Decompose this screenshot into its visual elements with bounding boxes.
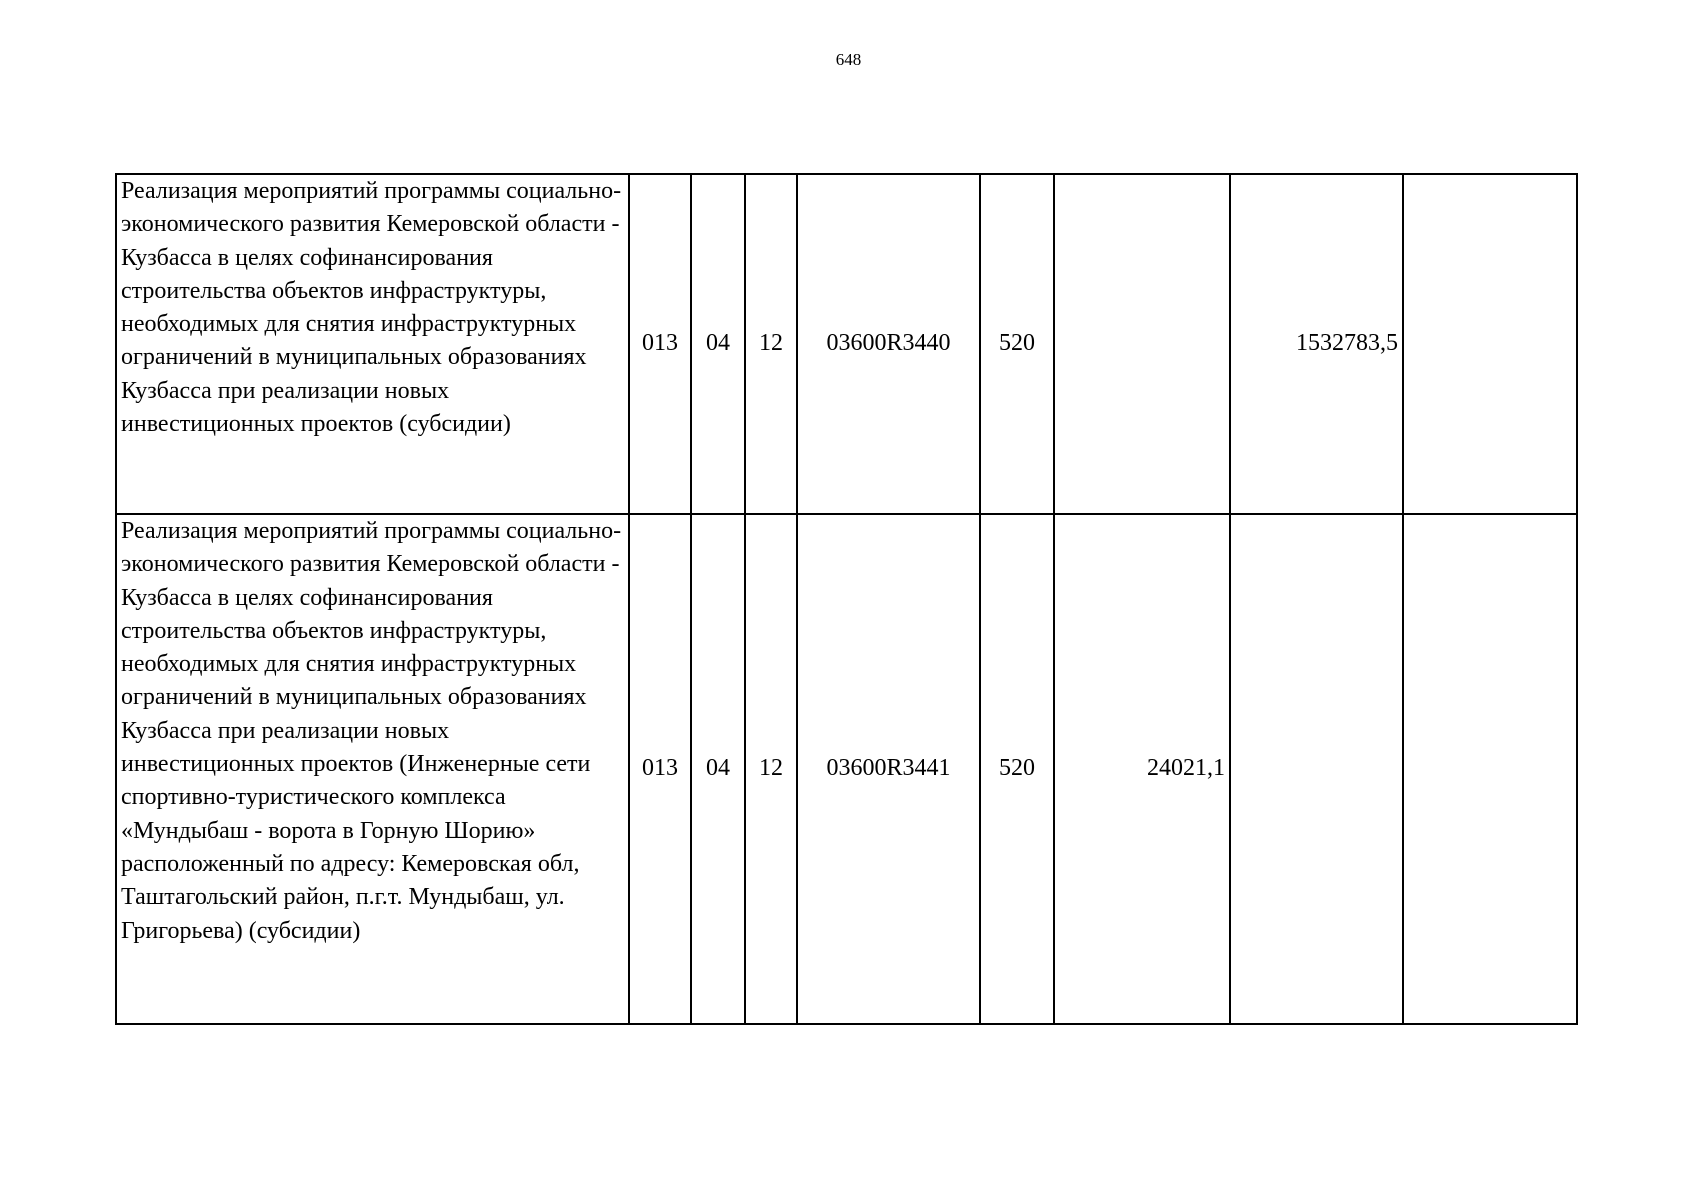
expense-type-cell: 520 — [980, 174, 1054, 514]
ministry-code-cell: 013 — [629, 174, 691, 514]
row-name-cell: Реализация мероприятий программы социально-экономического развития Кемеровской области - Кузбасса в целях софинансирования строительства объектов инфраструктуры, необходимых для снятия инфраструктурных ограничений в муниципальных образованиях Кузбасса при реализации новых инвестиционных проектов (Инженерные сети спортивно-туристического комплекса «Мундыбаш - ворота в Горную Шорию» расположенный по адресу: Кемеровская обл, Таштагольский район, п.г.т. Мундыбаш, ул. Григорьева) (субсидии) — [116, 514, 629, 1024]
amount-2-cell — [1230, 514, 1403, 1024]
subsection-code-cell: 12 — [745, 514, 797, 1024]
target-article-cell: 03600R3441 — [797, 514, 980, 1024]
target-article-cell: 03600R3440 — [797, 174, 980, 514]
ministry-code-cell: 013 — [629, 514, 691, 1024]
amount-2-cell: 1532783,5 — [1230, 174, 1403, 514]
table-row — [116, 174, 1577, 514]
row-name-cell: Реализация мероприятий программы социально-экономического развития Кемеровской области - Кузбасса в целях софинансирования строительства объектов инфраструктуры, необходимых для снятия инфраструктурных ограничений в муниципальных образованиях Кузбасса при реализации новых инвестиционных проектов (субсидии) — [116, 174, 629, 514]
subsection-code-cell: 12 — [745, 174, 797, 514]
amount-1-cell — [1054, 174, 1230, 514]
section-code-cell: 04 — [691, 514, 745, 1024]
page-number: 648 — [835, 50, 862, 69]
expense-type-cell: 520 — [980, 514, 1054, 1024]
budget-table — [115, 173, 1578, 1025]
amount-3-cell — [1403, 174, 1577, 514]
amount-3-cell — [1403, 514, 1577, 1024]
table-row — [116, 514, 1577, 1024]
amount-1-cell: 24021,1 — [1054, 514, 1230, 1024]
section-code-cell: 04 — [691, 174, 745, 514]
